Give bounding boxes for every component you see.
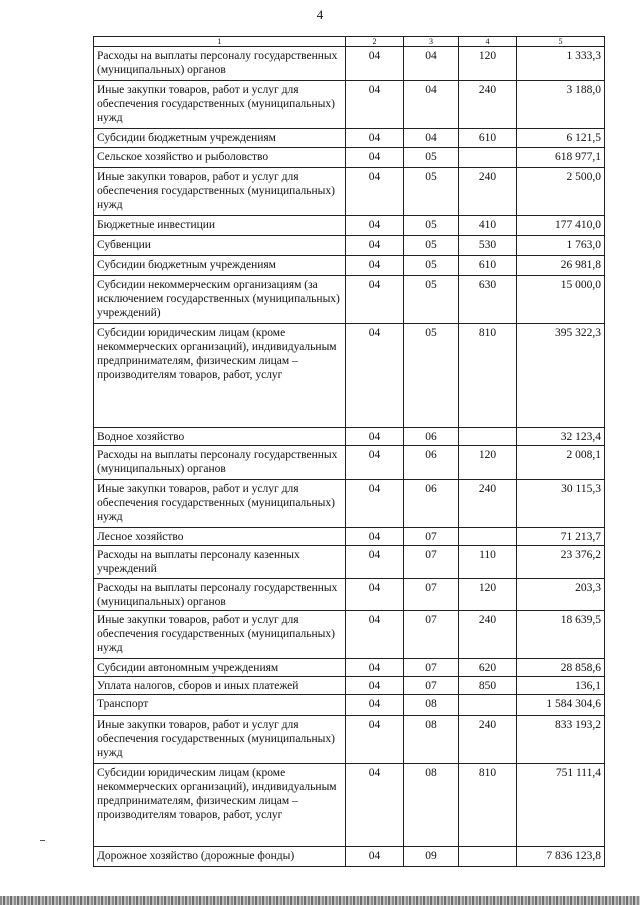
row-subsection: 04 [404, 129, 459, 148]
table-row [94, 579, 605, 611]
row-expense-type [459, 847, 517, 867]
row-amount: 1 763,0 [517, 236, 605, 256]
row-name: Субсидии бюджетным учреждениям [94, 256, 346, 276]
row-subsection: 05 [404, 236, 459, 256]
table-row [94, 847, 605, 867]
row-expense-type: 240 [459, 611, 517, 659]
table-row [94, 677, 605, 695]
row-amount: 23 376,2 [517, 546, 605, 579]
row-expense-type: 530 [459, 236, 517, 256]
row-subsection: 06 [404, 446, 459, 480]
header-cell: 4 [459, 37, 517, 47]
budget-table [93, 36, 605, 867]
row-name: Транспорт [94, 695, 346, 716]
row-name: Дорожное хозяйство (дорожные фонды) [94, 847, 346, 867]
row-section: 04 [346, 716, 404, 764]
row-section: 04 [346, 579, 404, 611]
row-section: 04 [346, 276, 404, 324]
row-amount: 28 858,6 [517, 659, 605, 677]
table-row [94, 480, 605, 528]
row-expense-type: 850 [459, 677, 517, 695]
table-row [94, 528, 605, 546]
table-row [94, 236, 605, 256]
row-name: Иные закупки товаров, работ и услуг для обеспечения государственных (муниципальных) нужд [94, 168, 346, 216]
row-subsection: 07 [404, 546, 459, 579]
row-name: Субвенции [94, 236, 346, 256]
row-subsection: 09 [404, 847, 459, 867]
scan-mark [40, 840, 45, 841]
row-amount: 136,1 [517, 677, 605, 695]
header-cell: 1 [94, 37, 346, 47]
row-name: Уплата налогов, сборов и иных платежей [94, 677, 346, 695]
row-expense-type [459, 428, 517, 446]
table-row [94, 324, 605, 428]
row-amount: 1 584 304,6 [517, 695, 605, 716]
row-name: Субсидии некоммерческим организациям (за исключением государственных (муниципальных) учреждений) [94, 276, 346, 324]
row-subsection: 08 [404, 695, 459, 716]
row-amount: 3 188,0 [517, 81, 605, 129]
table-row [94, 659, 605, 677]
row-subsection: 05 [404, 256, 459, 276]
row-amount: 833 193,2 [517, 716, 605, 764]
table-row [94, 216, 605, 236]
row-section: 04 [346, 611, 404, 659]
row-amount: 18 639,5 [517, 611, 605, 659]
table-row [94, 148, 605, 168]
row-expense-type: 610 [459, 129, 517, 148]
row-section: 04 [346, 546, 404, 579]
row-amount: 1 333,3 [517, 47, 605, 81]
row-section: 04 [346, 677, 404, 695]
page-number: 4 [316, 7, 324, 22]
row-section: 04 [346, 148, 404, 168]
row-section: 04 [346, 695, 404, 716]
row-expense-type: 810 [459, 764, 517, 847]
row-amount: 395 322,3 [517, 324, 605, 428]
row-section: 04 [346, 216, 404, 236]
row-amount: 71 213,7 [517, 528, 605, 546]
row-subsection: 07 [404, 659, 459, 677]
row-name: Бюджетные инвестиции [94, 216, 346, 236]
row-section: 04 [346, 480, 404, 528]
row-subsection: 06 [404, 480, 459, 528]
row-expense-type: 120 [459, 446, 517, 480]
row-section: 04 [346, 764, 404, 847]
row-name: Иные закупки товаров, работ и услуг для обеспечения государственных (муниципальных) нужд [94, 81, 346, 129]
row-section: 04 [346, 847, 404, 867]
row-subsection: 07 [404, 611, 459, 659]
row-name: Расходы на выплаты персоналу казенных учреждений [94, 546, 346, 579]
row-expense-type: 410 [459, 216, 517, 236]
row-amount: 751 111,4 [517, 764, 605, 847]
table-row [94, 446, 605, 480]
row-section: 04 [346, 446, 404, 480]
row-name: Субсидии юридическим лицам (кроме некоммерческих организаций), индивидуальным предпринимателям, физическим лицам – производителям товаров, работ, услуг [94, 324, 346, 428]
row-subsection: 06 [404, 428, 459, 446]
row-name: Расходы на выплаты персоналу государственных (муниципальных) органов [94, 446, 346, 480]
row-amount: 32 123,4 [517, 428, 605, 446]
row-name: Иные закупки товаров, работ и услуг для обеспечения государственных (муниципальных) нужд [94, 716, 346, 764]
row-expense-type: 240 [459, 716, 517, 764]
row-name: Водное хозяйство [94, 428, 346, 446]
row-subsection: 07 [404, 579, 459, 611]
row-section: 04 [346, 256, 404, 276]
row-name: Субсидии автономным учреждениям [94, 659, 346, 677]
row-amount: 177 410,0 [517, 216, 605, 236]
row-section: 04 [346, 528, 404, 546]
header-row [94, 37, 605, 47]
row-amount: 2 008,1 [517, 446, 605, 480]
header-cell: 5 [517, 37, 605, 47]
header-cell: 2 [346, 37, 404, 47]
row-name: Субсидии юридическим лицам (кроме некоммерческих организаций), индивидуальным предпринимателям, физическим лицам – производителям товаров, работ, услуг [94, 764, 346, 847]
row-expense-type: 610 [459, 256, 517, 276]
row-name: Сельское хозяйство и рыболовство [94, 148, 346, 168]
row-expense-type: 240 [459, 480, 517, 528]
row-name: Иные закупки товаров, работ и услуг для обеспечения государственных (муниципальных) нужд [94, 480, 346, 528]
table-row [94, 546, 605, 579]
row-subsection: 08 [404, 764, 459, 847]
table-row [94, 276, 605, 324]
scan-edge [0, 896, 640, 905]
row-expense-type: 630 [459, 276, 517, 324]
row-section: 04 [346, 659, 404, 677]
table-row [94, 716, 605, 764]
row-section: 04 [346, 236, 404, 256]
row-amount: 618 977,1 [517, 148, 605, 168]
row-expense-type: 810 [459, 324, 517, 428]
table-row [94, 47, 605, 81]
row-name: Расходы на выплаты персоналу государственных (муниципальных) органов [94, 47, 346, 81]
row-name: Расходы на выплаты персоналу государственных (муниципальных) органов [94, 579, 346, 611]
row-subsection: 05 [404, 216, 459, 236]
row-subsection: 08 [404, 716, 459, 764]
row-subsection: 04 [404, 81, 459, 129]
row-expense-type: 120 [459, 579, 517, 611]
row-amount: 30 115,3 [517, 480, 605, 528]
table-row [94, 611, 605, 659]
row-expense-type [459, 695, 517, 716]
row-expense-type: 620 [459, 659, 517, 677]
table-row [94, 764, 605, 847]
row-amount: 26 981,8 [517, 256, 605, 276]
row-expense-type [459, 528, 517, 546]
row-subsection: 05 [404, 276, 459, 324]
row-expense-type [459, 148, 517, 168]
row-subsection: 05 [404, 168, 459, 216]
table-row [94, 695, 605, 716]
table-row [94, 256, 605, 276]
row-amount: 7 836 123,8 [517, 847, 605, 867]
row-subsection: 05 [404, 324, 459, 428]
table-row [94, 81, 605, 129]
row-amount: 15 000,0 [517, 276, 605, 324]
row-expense-type: 120 [459, 47, 517, 81]
table-row [94, 129, 605, 148]
table-row [94, 168, 605, 216]
row-amount: 6 121,5 [517, 129, 605, 148]
row-name: Лесное хозяйство [94, 528, 346, 546]
header-cell: 3 [404, 37, 459, 47]
row-section: 04 [346, 324, 404, 428]
row-section: 04 [346, 81, 404, 129]
row-section: 04 [346, 129, 404, 148]
row-subsection: 07 [404, 677, 459, 695]
row-subsection: 05 [404, 148, 459, 168]
row-amount: 2 500,0 [517, 168, 605, 216]
row-name: Иные закупки товаров, работ и услуг для обеспечения государственных (муниципальных) нужд [94, 611, 346, 659]
row-subsection: 04 [404, 47, 459, 81]
row-section: 04 [346, 428, 404, 446]
row-section: 04 [346, 47, 404, 81]
row-section: 04 [346, 168, 404, 216]
row-name: Субсидии бюджетным учреждениям [94, 129, 346, 148]
row-amount: 203,3 [517, 579, 605, 611]
row-subsection: 07 [404, 528, 459, 546]
table-row [94, 428, 605, 446]
row-expense-type: 240 [459, 168, 517, 216]
row-expense-type: 110 [459, 546, 517, 579]
row-expense-type: 240 [459, 81, 517, 129]
